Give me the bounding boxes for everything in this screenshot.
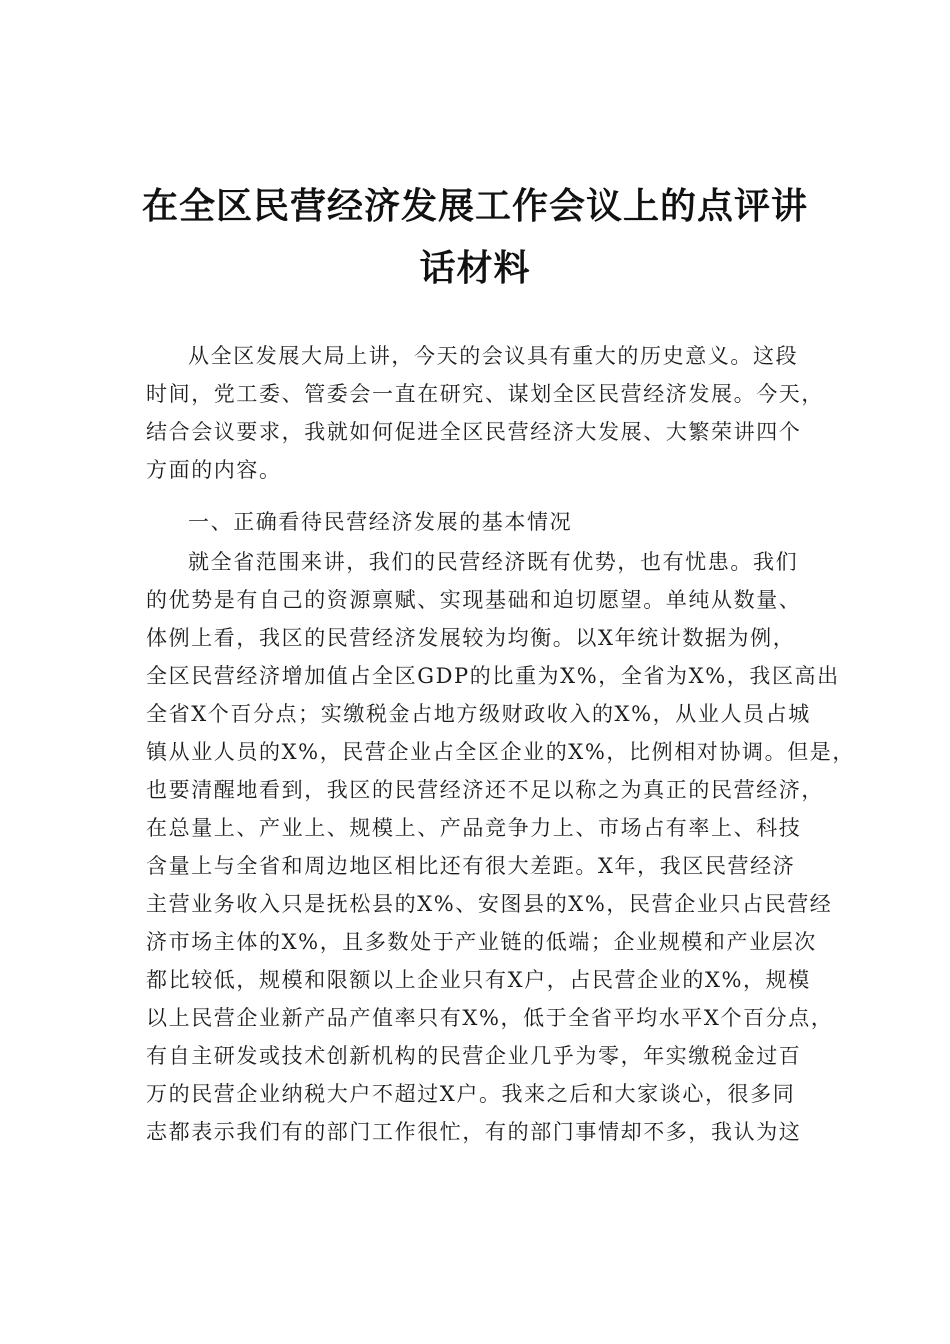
- paragraph-line: 有自主研发或技术创新机构的民营企业几乎为零，年实缴税金过百: [146, 1044, 802, 1068]
- paragraph-line: 方面的内容。: [146, 458, 282, 482]
- paragraph-line: 全省X个百分点；实缴税金占地方级财政收入的X%，从业人员占城: [146, 702, 811, 726]
- section-heading: 一、正确看待民营经济发展的基本情况: [188, 510, 573, 534]
- paragraph-line: 以上民营企业新产品产值率只有X%，低于全省平均水平X个百分点，: [146, 1006, 834, 1030]
- paragraph-line: 体例上看，我区的民营经济发展较为均衡。以X年统计数据为例，: [146, 626, 796, 650]
- paragraph-line: 也要清醒地看到，我区的民营经济还不足以称之为真正的民营经济，: [146, 778, 824, 802]
- paragraph-line: 万的民营企业纳税大户不超过X户。我来之后和大家谈心，很多同: [146, 1082, 796, 1106]
- paragraph-line: 时间，党工委、管委会一直在研究、谋划全区民营经济发展。今天，: [146, 382, 824, 406]
- paragraph-line: 济市场主体的X%，且多数处于产业链的低端；企业规模和产业层次: [146, 930, 817, 954]
- document-title-line-2: 话材料: [419, 248, 531, 289]
- paragraph-line: 志都表示我们有的部门工作很忙，有的部门事情却不多，我认为这: [146, 1120, 802, 1144]
- paragraph-line: 都比较低，规模和限额以上企业只有X户，占民营企业的X%，规模: [146, 968, 811, 992]
- paragraph-line: 全区民营经济增加值占全区GDP的比重为X%，全省为X%，我区高出: [146, 664, 840, 688]
- paragraph-line: 的优势是有自己的资源禀赋、实现基础和迫切愿望。单纯从数量、: [146, 588, 802, 612]
- paragraph-line: 结合会议要求，我就如何促进全区民营经济大发展、大繁荣讲四个: [146, 420, 802, 444]
- paragraph-line: 在总量上、产业上、规模上、产品竞争力上、市场占有率上、科技: [146, 816, 802, 840]
- document-title-line-1: 在全区民营经济发展工作会议上的点评讲: [141, 186, 808, 227]
- paragraph-line: 主营业务收入只是抚松县的X%、安图县的X%，民营企业只占民营经: [146, 892, 833, 916]
- paragraph-line: 从全区发展大局上讲，今天的会议具有重大的历史意义。这段: [188, 344, 799, 368]
- paragraph-line: 镇从业人员的X%，民营企业占全区企业的X%，比例相对协调。但是，: [146, 740, 856, 764]
- paragraph-line: 就全省范围来讲，我们的民营经济既有优势，也有忧患。我们: [188, 550, 799, 574]
- paragraph-line: 含量上与全省和周边地区相比还有很大差距。X年，我区民营经济: [146, 854, 796, 878]
